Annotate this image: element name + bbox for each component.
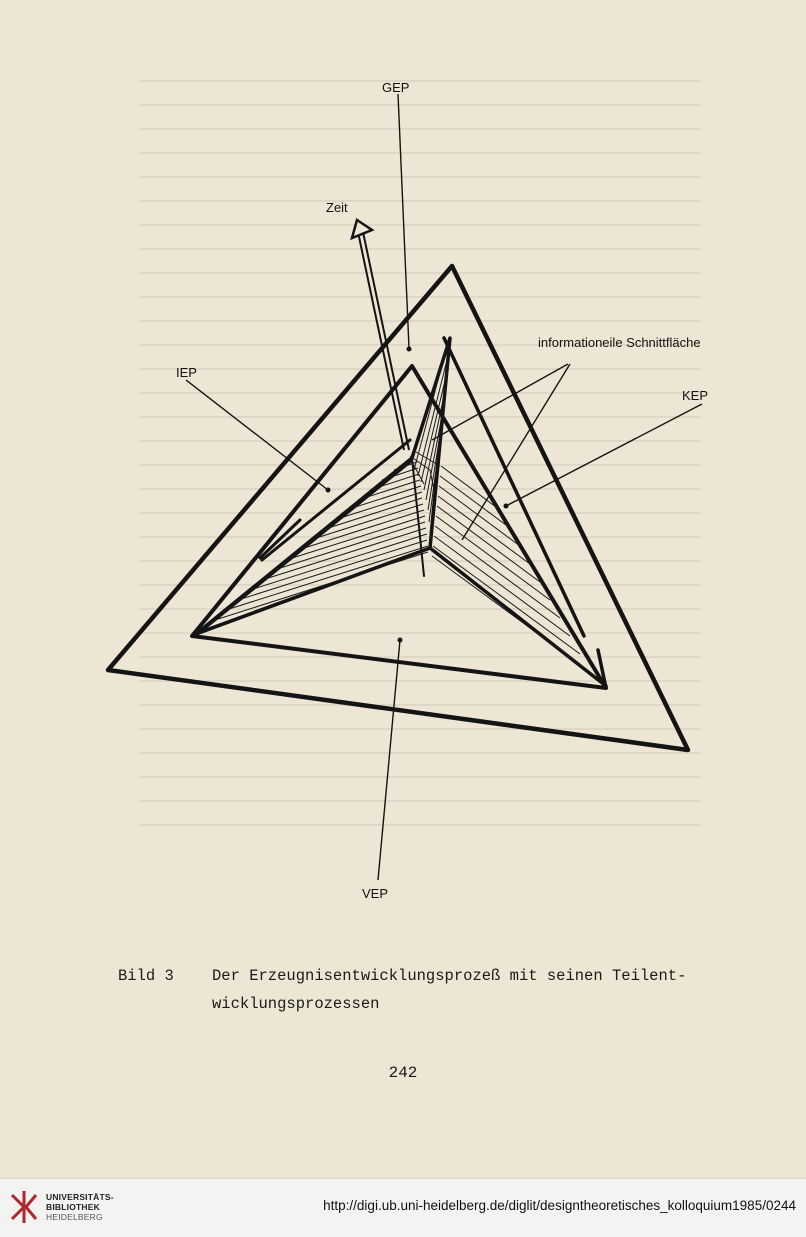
figure-caption [118, 962, 758, 1018]
kep-right-edge [444, 338, 606, 688]
caption-line2: wicklungsprozessen [212, 995, 380, 1013]
library-logo-icon [8, 1187, 42, 1227]
label-iep: IEP [176, 365, 197, 380]
library-footer [0, 1178, 806, 1237]
inner-front-edge [200, 548, 430, 632]
zeit-arrow [352, 220, 409, 450]
inner-pyramid [196, 338, 606, 686]
label-dots [326, 347, 509, 643]
label-vep: VEP [362, 886, 389, 901]
label-gep: GEP [382, 80, 410, 95]
label-zeit: Zeit [326, 200, 348, 215]
caption-number: Bild 3 [118, 967, 174, 985]
page-number: 242 [388, 1064, 418, 1082]
library-name: UNIVERSITÄTS- BIBLIOTHEK HEIDELBERG [46, 1192, 114, 1222]
caption-line1: Der Erzeugnisentwicklungsprozeß mit seinen Teilent- [212, 967, 687, 985]
source-url[interactable]: http://digi.ub.uni-heidelberg.de/diglit/designtheoretisches_kolloquium1985/0244 [323, 1198, 796, 1213]
label-schnittflaeche: informationeile Schnittfläche [538, 335, 701, 350]
label-kep: KEP [682, 388, 709, 403]
